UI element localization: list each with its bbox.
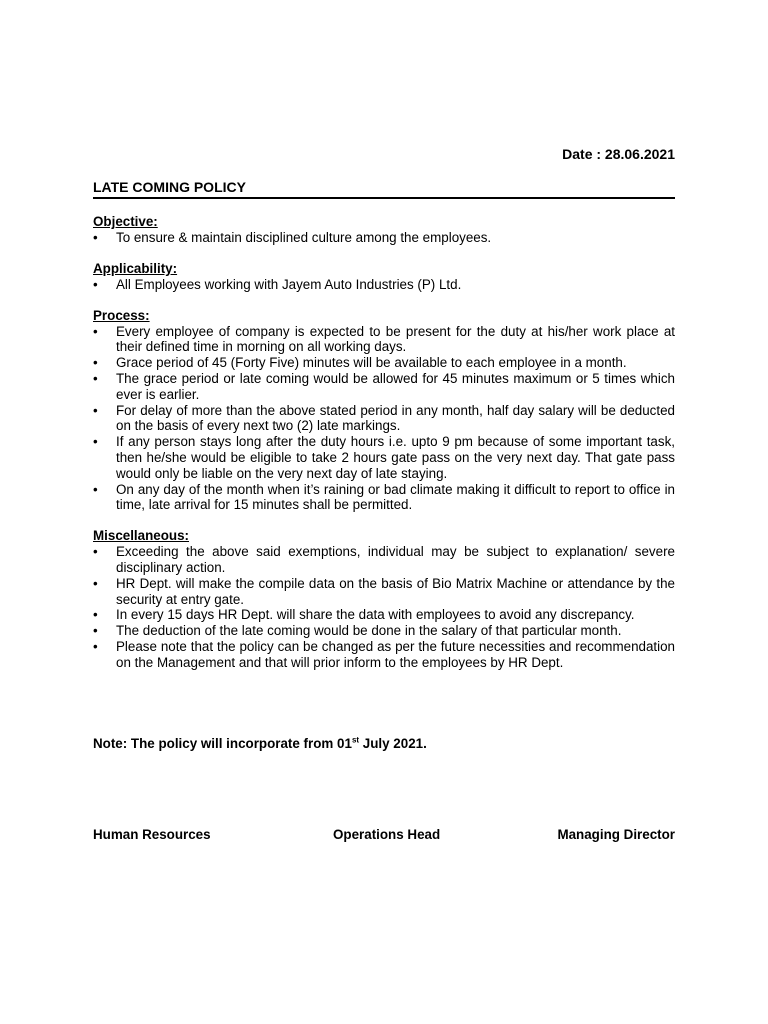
bullet-item (93, 482, 675, 514)
note-prefix: Note: The policy will incorporate from 01 (93, 736, 352, 751)
bullet-icon: • (93, 544, 98, 560)
note-superscript: st (351, 735, 360, 745)
bullet-icon: • (93, 370, 98, 386)
section-process (93, 308, 675, 514)
title-block (93, 179, 675, 199)
bullet-item (93, 623, 675, 639)
bullet-item (93, 324, 675, 356)
bullet-icon: • (93, 481, 98, 497)
section-heading-miscellaneous: Miscellaneous: (93, 528, 189, 544)
bullet-text: In every 15 days HR Dept. will share the data with employees to avoid any discrepancy. (116, 607, 635, 623)
bullet-list-applicability (93, 277, 675, 293)
section-heading-process: Process: (93, 307, 150, 323)
section-miscellaneous (93, 528, 675, 670)
bullet-item (93, 639, 675, 671)
bullet-icon: • (93, 355, 98, 371)
bullet-text: If any person stays long after the duty hours i.e. upto 9 pm because of some important task, then he/she would be eligible to take 2 hours gate pass on the very next day. That gate pass would only be liable on the very next day of late staying. (116, 434, 675, 481)
bullet-text: HR Dept. will make the compile data on the basis of Bio Matrix Machine or attendance by the security at entry gate. (116, 575, 675, 607)
bullet-icon: • (93, 276, 98, 292)
bullet-icon: • (93, 230, 98, 245)
bullet-item (93, 355, 675, 371)
bullet-text: Exceeding the above said exemptions, individual may be subject to explanation/ severe disciplinary action. (116, 544, 675, 575)
bullet-item (93, 434, 675, 481)
bullet-list-process (93, 324, 675, 514)
bullet-item (93, 607, 675, 623)
bullet-icon: • (93, 402, 98, 418)
bullet-text: Every employee of company is expected to be present for the duty at his/her work place at their defined time in morning on all working days. (116, 323, 675, 355)
bullet-list-miscellaneous (93, 544, 675, 670)
bullet-icon: • (93, 607, 98, 623)
bullet-item (93, 544, 675, 576)
document-date: Date : 28.06.2021 (562, 146, 675, 162)
section-objective (93, 214, 675, 246)
signature-human-resources: Human Resources (93, 827, 211, 842)
bullet-item (93, 371, 675, 403)
section-heading-applicability: Applicability: (93, 260, 178, 276)
effective-date-note (93, 736, 427, 751)
note-suffix: July 2021. (359, 736, 427, 751)
bullet-text: To ensure & maintain disciplined culture among the employees. (116, 230, 492, 245)
bullet-text: All Employees working with Jayem Auto Industries (P) Ltd. (116, 276, 462, 292)
bullet-item (93, 403, 675, 435)
bullet-text: The deduction of the late coming would be done in the salary of that particular month. (116, 623, 622, 639)
bullet-icon: • (93, 575, 98, 591)
bullet-icon: • (93, 623, 98, 639)
bullet-icon: • (93, 638, 98, 654)
bullet-list-objective (93, 230, 675, 246)
bullet-item (93, 230, 675, 246)
policy-body (93, 214, 675, 686)
bullet-text: Please note that the policy can be changed as per the future necessities and recommendation on the Management and that will prior inform to the employees by HR Dept. (116, 638, 675, 670)
bullet-item (93, 277, 675, 293)
signature-managing-director: Managing Director (557, 827, 675, 842)
section-heading-objective: Objective: (93, 214, 158, 229)
section-applicability (93, 261, 675, 293)
bullet-text: For delay of more than the above stated period in any month, half day salary will be deducted on the basis of every next two (2) late markings. (116, 402, 675, 434)
signature-operations-head: Operations Head (333, 827, 441, 842)
bullet-text: The grace period or late coming would be allowed for 45 minutes maximum or 5 times which ever is earlier. (116, 370, 675, 402)
document-title: LATE COMING POLICY (93, 179, 246, 195)
bullet-item (93, 576, 675, 608)
document-page (93, 0, 675, 1024)
bullet-text: Grace period of 45 (Forty Five) minutes will be available to each employee in a month. (116, 355, 627, 371)
bullet-text: On any day of the month when it’s raining or bad climate making it difficult to report to office in time, late arrival for 15 minutes shall be permitted. (116, 481, 675, 513)
bullet-icon: • (93, 323, 98, 339)
bullet-icon: • (93, 434, 98, 450)
